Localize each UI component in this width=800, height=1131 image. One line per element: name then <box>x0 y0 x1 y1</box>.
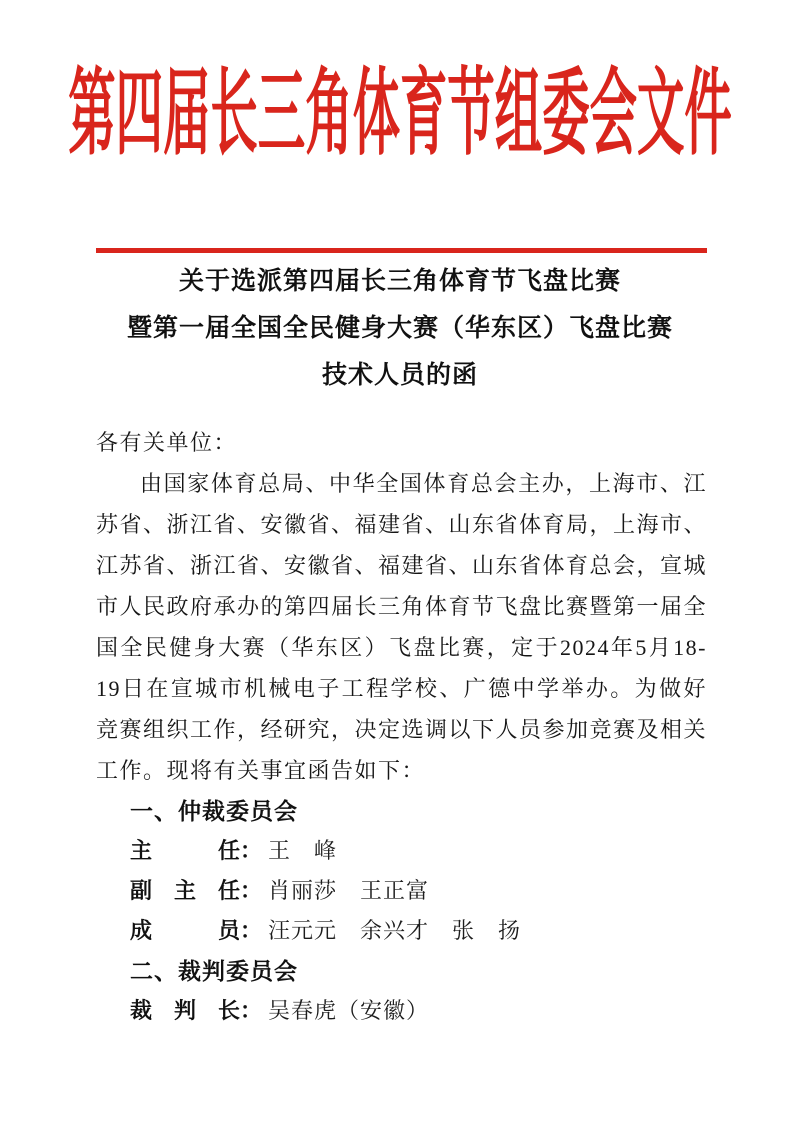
section-heading-arbitration-committee: 一、仲裁委员会 <box>130 798 298 824</box>
role-label: 裁判长 <box>130 998 240 1023</box>
role-label: 主任 <box>130 838 240 863</box>
title-line-3: 技术人员的函 <box>321 362 478 389</box>
role-names: 吴春虎（安徽） <box>268 998 430 1023</box>
title-line-1: 关于选派第四届长三角体育节飞盘比赛 <box>178 268 621 295</box>
role-names: 汪元元 余兴才 张 扬 <box>268 918 522 943</box>
role-colon: ： <box>240 918 263 943</box>
document-header-title: 第四届长三角体育节组委会文件 <box>68 62 732 166</box>
body-paragraph: 由国家体育总局、中华全国体育总会主办，上海市、江苏省、浙江省、安徽省、福建省、山东省体育局，上海市、江苏省、浙江省、安徽省、福建省、山东省体育总会，宣城市人民政府承办的第四届长三角体育节飞盘比赛暨第一届全国全民健身大赛（华东区）飞盘比赛，定于2024年5月18-19日在宣城市机械电子工程学校、广德中学举办。为做好竞赛组织工作，经研究，决定选调以下人员参加竞赛及相关工作。现将有关事宜函告如下： <box>96 471 708 783</box>
committee-lists <box>96 791 707 1031</box>
role-colon: ： <box>240 838 263 863</box>
role-colon: ： <box>240 878 263 903</box>
role-names: 王 峰 <box>268 838 338 863</box>
salutation: 各有关单位： <box>96 430 238 455</box>
red-divider-line <box>96 248 707 253</box>
role-colon: ： <box>240 998 263 1023</box>
role-label: 副主任 <box>130 878 240 903</box>
red-header-banner <box>0 50 800 166</box>
role-row-members <box>96 911 707 951</box>
document-body <box>96 422 707 1031</box>
document-title <box>0 258 800 399</box>
title-line-2: 暨第一届全国全民健身大赛（华东区）飞盘比赛 <box>126 315 673 342</box>
role-row-director <box>96 831 707 871</box>
role-row-deputy-directors <box>96 871 707 911</box>
role-label: 成员 <box>130 918 240 943</box>
role-row-chief-referee <box>96 991 707 1031</box>
role-names: 肖丽莎 王正富 <box>268 878 430 903</box>
section-heading-referee-committee: 二、裁判委员会 <box>130 958 298 984</box>
